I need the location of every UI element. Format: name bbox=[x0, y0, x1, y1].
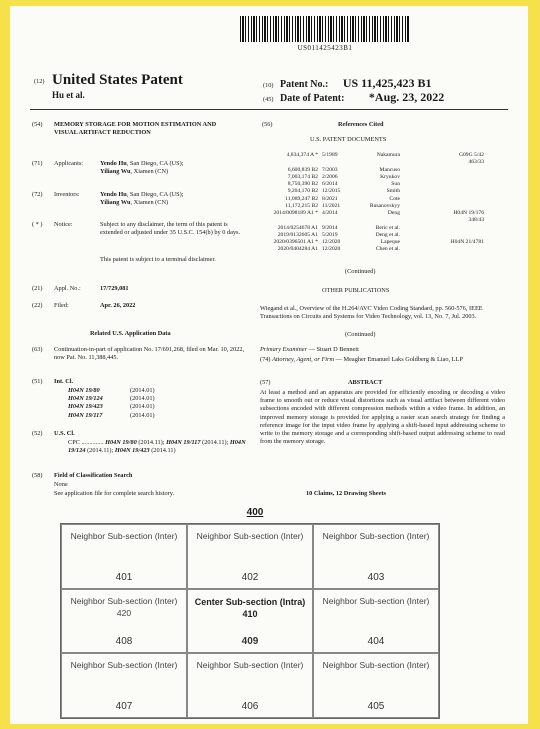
cell-label: Neighbor Sub-section (Inter) bbox=[70, 531, 178, 541]
ref-class bbox=[418, 232, 484, 239]
cell-number: 401 bbox=[115, 571, 133, 583]
ref-number: 2020/0396501 A1 * bbox=[273, 239, 318, 246]
references-heading: References Cited bbox=[338, 121, 384, 128]
code-74: (74) bbox=[260, 356, 271, 363]
code-56: (56) bbox=[262, 121, 273, 128]
related-data-heading: Related U.S. Application Data bbox=[90, 330, 171, 337]
field-search-label: Field of Classification Search bbox=[54, 472, 133, 479]
date-label: Date of Patent: bbox=[280, 93, 345, 104]
ref-name bbox=[348, 159, 404, 166]
applicants-label: Applicants: bbox=[54, 160, 84, 167]
code-52: (52) bbox=[32, 430, 43, 437]
grid-cell bbox=[313, 524, 439, 589]
barcode bbox=[240, 16, 410, 42]
subsection-grid bbox=[60, 523, 440, 719]
cell-number: 402 bbox=[241, 571, 259, 583]
grid-cell bbox=[61, 653, 187, 718]
claims-line: 10 Claims, 12 Drawing Sheets bbox=[306, 490, 386, 497]
other-pubs-heading: OTHER PUBLICATIONS bbox=[322, 287, 390, 294]
appl-no: 17/729,081 bbox=[100, 285, 129, 292]
applicant-name-1: Yendo Hu bbox=[100, 160, 127, 167]
int-cl-list bbox=[68, 387, 228, 420]
ref-name bbox=[348, 217, 404, 224]
code-71: (71) bbox=[32, 160, 43, 167]
abstract-text: At least a method and an apparatus are provided for efficiently encoding or decoding a video frame to smooth out or reduce visual distortions such as visual artifact between different video subsections encoded with different compression methods within a video frame. In addition, an improved memory storage is provided for applying a raster scan search strategy for finding a reference image for the input video frame by applying a shift-based input addressing scheme to write to the memory storage and a corresponding shift-based output addressing scheme to read from the memory storage. bbox=[260, 389, 505, 446]
reference-row bbox=[256, 217, 486, 224]
figure-title: 400 bbox=[246, 507, 264, 518]
other-publication: Wiegand et al., Overview of the H.264/AVC Video Coding Standard, pp. 560-576, IEEE Transactions on Circuits and Systems for Video Technology, vol. 13, No. 7, Jul. 2003. bbox=[260, 305, 483, 321]
examiner-label: Primary Examiner bbox=[260, 346, 308, 353]
cell-number: 406 bbox=[241, 700, 259, 712]
ref-filler bbox=[404, 159, 418, 166]
ref-number: 7,003,174 B2 bbox=[287, 173, 318, 180]
notice-text-2: This patent is subject to a terminal disclaimer. bbox=[100, 256, 216, 263]
code-54: (54) bbox=[32, 121, 43, 128]
reference-row bbox=[256, 246, 486, 253]
int-cl-year: (2014.01) bbox=[130, 387, 155, 394]
cpc-year: (2014.11) bbox=[149, 447, 176, 455]
cell-number: 409 bbox=[241, 636, 259, 648]
code-58: (58) bbox=[32, 472, 43, 479]
ref-class: 348/43 bbox=[468, 217, 484, 224]
ref-date: 9/2014 bbox=[322, 224, 338, 231]
ref-number: 11,172,215 B2 bbox=[285, 202, 318, 209]
reference-row bbox=[256, 152, 486, 159]
grid-cell-center bbox=[187, 589, 313, 654]
reference-row bbox=[256, 181, 486, 188]
ref-date: 4/2014 bbox=[322, 210, 338, 217]
grid-cell bbox=[313, 653, 439, 718]
int-cl-class: H04N 19/423 bbox=[68, 403, 103, 411]
patent-date: *Aug. 23, 2022 bbox=[368, 90, 445, 104]
ref-class: H04N 19/176 bbox=[453, 210, 484, 217]
ref-name: Deng et al. bbox=[375, 231, 400, 238]
reference-row bbox=[256, 159, 486, 166]
grid-cell bbox=[187, 653, 313, 718]
attorney-name: — Meagher Emanuel Laks Goldberg & Liao, LLP bbox=[334, 356, 463, 363]
ref-filler bbox=[404, 239, 418, 246]
invention-title: MEMORY STORAGE FOR MOTION ESTIMATION AND VISUAL ARTIFACT REDUCTION bbox=[54, 121, 217, 137]
ref-class bbox=[418, 203, 484, 210]
cell-number: 405 bbox=[367, 700, 385, 712]
ref-date: 12/2020 bbox=[322, 246, 341, 253]
appl-no-label: Appl. No.: bbox=[54, 285, 81, 292]
int-cl-year: (2014.01) bbox=[130, 403, 155, 411]
int-cl-year: (2014.01) bbox=[130, 411, 155, 419]
code-notice: ( * ) bbox=[32, 221, 43, 228]
filed-date: Apr. 26, 2022 bbox=[100, 302, 136, 309]
grid-cell bbox=[313, 589, 439, 654]
cell-number: 407 bbox=[115, 700, 133, 712]
cpc-class: H04N 19/423 bbox=[114, 447, 150, 455]
patent-no-label: Patent No.: bbox=[280, 79, 329, 90]
ref-name: Rusanovskyy bbox=[369, 202, 400, 209]
patent-title: United States Patent bbox=[52, 72, 183, 88]
filed-label: Filed: bbox=[54, 302, 69, 309]
continued-1: (Continued) bbox=[345, 268, 376, 275]
code-45: (45) bbox=[263, 96, 274, 103]
applicant-loc-2: , Xiamen (CN) bbox=[130, 168, 169, 176]
reference-row bbox=[256, 225, 486, 232]
cpc-year: (2014.11); bbox=[200, 439, 230, 446]
ref-filler bbox=[404, 203, 418, 210]
ref-date: 12/2015 bbox=[322, 188, 341, 195]
int-cl-year: (2014.01) bbox=[130, 395, 155, 403]
cpc-year: (2014.11); bbox=[136, 439, 167, 446]
ref-number: 11,089,247 B2 bbox=[285, 195, 318, 202]
notice-text-1: Subject to any disclaimer, the term of this patent is extended or adjusted under 35 U.S.C. 154(b) by 0 days. bbox=[100, 221, 241, 237]
continuation-text: Continuation-in-part of application No. 17/691,268, filed on Mar. 10, 2022, now Pat. No. 11,388,445. bbox=[54, 346, 245, 362]
code-10: (10) bbox=[263, 82, 274, 89]
ref-name: Lapeque bbox=[380, 239, 400, 246]
ref-name: Cote bbox=[389, 195, 400, 202]
ref-name: Nakamura bbox=[376, 152, 400, 158]
cell-label: Neighbor Sub-section (Inter) bbox=[70, 660, 178, 671]
ref-filler bbox=[404, 232, 418, 239]
code-12: (12) bbox=[34, 78, 45, 85]
int-cl-class: H04N 19/117 bbox=[68, 411, 103, 419]
attorney-label: Attorney, Agent, or Firm bbox=[272, 356, 335, 363]
reference-row bbox=[256, 210, 486, 217]
inventor-loc-1: , San Diego, CA (US); bbox=[126, 191, 184, 198]
ref-class: G09G 5/42 bbox=[458, 152, 484, 158]
ref-filler bbox=[404, 217, 418, 224]
ref-name: Sun bbox=[391, 181, 400, 188]
ref-name: Smith bbox=[386, 188, 400, 195]
reference-row bbox=[256, 167, 486, 174]
cpc-label: CPC .............. bbox=[68, 439, 104, 446]
cell-number: 403 bbox=[367, 571, 385, 583]
grid-cell bbox=[61, 589, 187, 654]
ref-date: 5/1989 bbox=[322, 152, 338, 158]
ref-number bbox=[256, 159, 322, 166]
ref-class: H04N 21/4781 bbox=[450, 239, 484, 246]
code-72: (72) bbox=[32, 191, 43, 198]
us-cl-label: U.S. Cl. bbox=[54, 430, 75, 437]
notice-label: Notice: bbox=[54, 221, 73, 228]
grid-cell bbox=[61, 524, 187, 589]
abstract-heading: ABSTRACT bbox=[348, 379, 383, 386]
ref-name: Kryukov bbox=[380, 173, 400, 180]
reference-row bbox=[256, 203, 486, 210]
int-cl-label: Int. Cl. bbox=[54, 378, 74, 385]
inventor-loc-2: , Xiamen (CN) bbox=[130, 199, 169, 207]
patent-page bbox=[10, 6, 528, 724]
ref-class bbox=[418, 181, 484, 188]
reference-row bbox=[256, 174, 486, 181]
ref-filler bbox=[404, 167, 418, 174]
applicant-loc-1: , San Diego, CA (US); bbox=[126, 160, 184, 167]
reference-row bbox=[256, 232, 486, 239]
ref-number: 2019/0132605 A1 bbox=[277, 231, 318, 238]
field-search-see: See application file for complete search history. bbox=[54, 490, 175, 497]
barcode-number: US011425423B1 bbox=[297, 44, 353, 52]
ref-filler bbox=[404, 225, 418, 232]
ref-filler bbox=[404, 174, 418, 181]
references-list bbox=[256, 152, 486, 254]
ref-filler bbox=[404, 152, 418, 159]
reference-row bbox=[256, 239, 486, 246]
code-51: (51) bbox=[32, 378, 43, 385]
ref-class bbox=[418, 167, 484, 174]
ref-name: Mancuso bbox=[379, 166, 400, 173]
reference-row bbox=[256, 188, 486, 195]
grid-cell bbox=[187, 524, 313, 589]
examiner bbox=[260, 346, 505, 354]
field-search-none: None bbox=[54, 481, 68, 488]
ref-filler bbox=[404, 246, 418, 253]
continued-2: (Continued) bbox=[345, 331, 376, 338]
cpc-class: H04N 19/117 bbox=[166, 439, 201, 446]
ref-date: 12/2020 bbox=[322, 239, 341, 246]
ref-date: 11/2021 bbox=[322, 202, 341, 209]
ref-number: 8,750,390 B2 bbox=[287, 181, 318, 188]
ref-filler bbox=[404, 196, 418, 203]
applicant-name-2: Yiliang Wu bbox=[100, 168, 131, 176]
attorney bbox=[260, 356, 505, 364]
cpc-text bbox=[68, 439, 258, 455]
ref-number: 4,834,374 A * bbox=[286, 152, 318, 158]
cell-label: Neighbor Sub-section (Inter) 420 bbox=[70, 595, 178, 618]
ref-name: Beric et al. bbox=[375, 224, 400, 231]
inventors-label: Inventors: bbox=[54, 191, 80, 198]
ref-number: 9,204,170 B2 bbox=[287, 188, 318, 195]
ref-date: 2/2006 bbox=[322, 173, 338, 180]
cell-number: 408 bbox=[115, 636, 133, 648]
us-patent-docs-heading: U.S. PATENT DOCUMENTS bbox=[310, 136, 387, 143]
cell-label: Neighbor Sub-section (Inter) bbox=[322, 531, 430, 541]
ref-date: 6/2014 bbox=[322, 181, 338, 188]
cell-label: Center Sub-section (Intra) 410 bbox=[194, 596, 306, 620]
ref-number: 2014/0254678 A1 bbox=[277, 224, 318, 231]
ref-name: Chen et al. bbox=[375, 246, 400, 253]
cell-label: Neighbor Sub-section (Inter) bbox=[322, 595, 430, 606]
ref-date: 5/2019 bbox=[322, 231, 338, 238]
ref-number: 2020/0404284 A1 bbox=[277, 246, 318, 253]
ref-number: 6,600,839 B2 bbox=[287, 166, 318, 173]
cpc-class: H04N 19/124 bbox=[68, 439, 246, 455]
code-63: (63) bbox=[32, 346, 43, 353]
header-divider bbox=[30, 109, 508, 110]
cpc-class: H04N 19/80 bbox=[105, 439, 137, 446]
ref-date: 7/2003 bbox=[322, 166, 338, 173]
cell-number: 404 bbox=[367, 636, 385, 648]
inventor-name-2: Yiliang Wu bbox=[100, 199, 131, 207]
cell-label: Neighbor Sub-section (Inter) bbox=[196, 660, 304, 671]
cpc-year: (2014.11); bbox=[85, 447, 115, 455]
ref-date: 8/2021 bbox=[322, 195, 338, 202]
ref-number: 2014/0098189 A1 * bbox=[273, 210, 318, 217]
ref-class: 463/33 bbox=[468, 159, 484, 166]
ref-class bbox=[418, 196, 484, 203]
reference-row bbox=[256, 196, 486, 203]
ref-number bbox=[256, 217, 322, 224]
cell-label: Neighbor Sub-section (Inter) bbox=[196, 531, 304, 541]
ref-filler bbox=[404, 188, 418, 195]
int-cl-class: H04N 19/80 bbox=[68, 387, 100, 394]
ref-class bbox=[418, 246, 484, 253]
ref-name: Deng bbox=[387, 210, 400, 217]
int-cl-class: H04N 19/124 bbox=[68, 395, 103, 403]
patent-number: US 11,425,423 B1 bbox=[342, 76, 432, 90]
ref-filler bbox=[404, 181, 418, 188]
examiner-name: — Stuart D Bennett bbox=[307, 346, 359, 353]
code-22: (22) bbox=[32, 302, 43, 309]
inventor-name-1: Yendo Hu bbox=[100, 191, 127, 198]
cell-label: Neighbor Sub-section (Inter) bbox=[322, 660, 430, 671]
ref-date bbox=[322, 217, 348, 224]
ref-class bbox=[418, 174, 484, 181]
patent-authors: Hu et al. bbox=[52, 90, 85, 100]
code-57: (57) bbox=[260, 379, 271, 386]
ref-filler bbox=[404, 210, 418, 217]
ref-class bbox=[418, 225, 484, 232]
ref-date bbox=[322, 159, 348, 166]
code-21: (21) bbox=[32, 285, 43, 292]
ref-class bbox=[418, 188, 484, 195]
